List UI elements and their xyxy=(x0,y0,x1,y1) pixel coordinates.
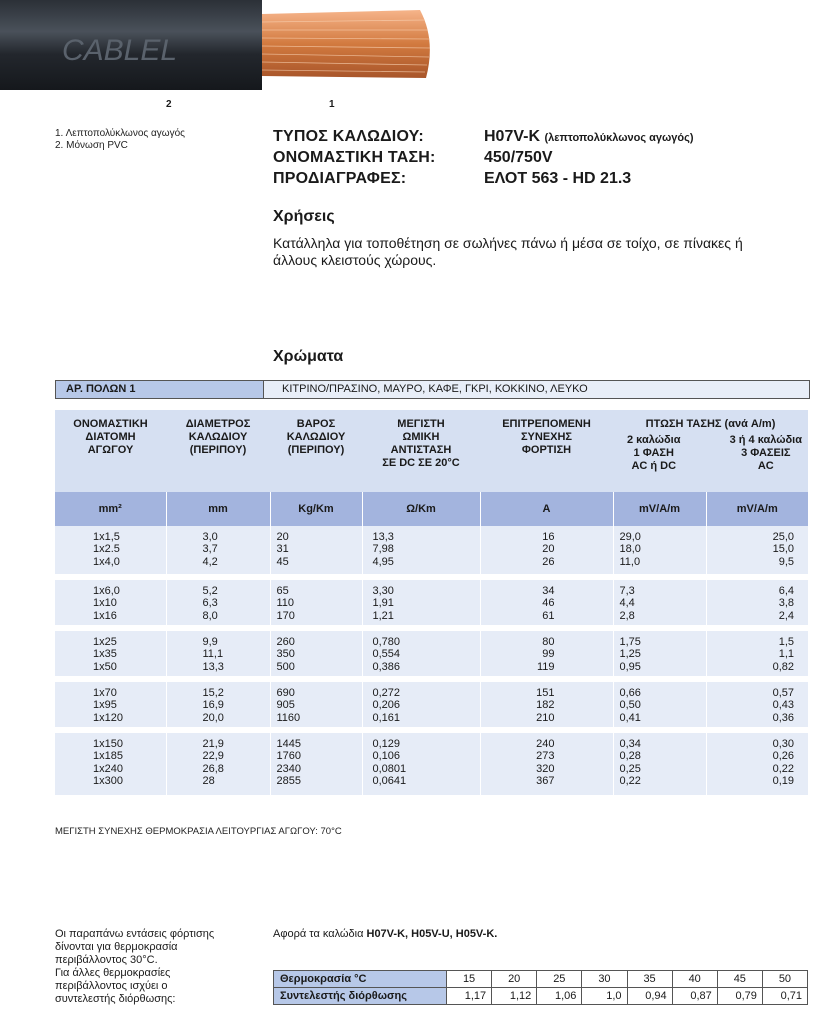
poles-row xyxy=(55,380,810,399)
voltage-key: ΟΝΟΜΑΣΤΙΚΗ ΤΑΣΗ: xyxy=(273,149,436,166)
cell-value: 0,106 xyxy=(372,750,401,763)
cell-section xyxy=(55,679,166,730)
cell-resistance xyxy=(362,679,480,730)
unit-cell: mm xyxy=(166,492,270,526)
cell-resistance xyxy=(362,628,480,679)
table-row xyxy=(55,730,808,798)
max-temp-footnote: ΜΕΓΙΣΤΗ ΣΥΝΕΧΗΣ ΘΕΡΜΟΚΡΑΣΙΑ ΛΕΙΤΟΥΡΓΙΑΣ ΑΓΩΓΟΥ: 70°C xyxy=(55,826,342,837)
cell-value: 1x120 xyxy=(93,711,123,724)
cell-value: 1x95 xyxy=(93,699,117,712)
applies-to-note: Αφορά τα καλώδια H07V-K, H05V-U, H05V-K. xyxy=(273,928,498,940)
cell-value: 182 xyxy=(536,699,555,712)
cell-value: 18,0 xyxy=(619,543,641,556)
cell-value: 29,0 xyxy=(619,531,641,543)
cell-value: 21,9 xyxy=(202,738,224,750)
cell-value: 0,95 xyxy=(619,660,641,673)
cell-value: 20 xyxy=(276,531,289,543)
legend-item-insulation: 2. Μόνωση PVC xyxy=(55,140,128,151)
header-resistance: ΜΕΓΙΣΤΗ ΩΜΙΚΗ ΑΝΤΙΣΤΑΣΗ ΣΕ DC ΣΕ 20°C xyxy=(362,410,480,492)
cell-value: 0,36 xyxy=(772,711,794,724)
cell-value: 1160 xyxy=(276,711,301,724)
table-row xyxy=(55,628,808,679)
cell-value: 46 xyxy=(542,597,555,610)
table-row xyxy=(55,526,808,577)
cell-value: 0,26 xyxy=(772,750,794,763)
factor-row: Συντελεστής διόρθωσης 1,17 1,12 1,06 1,0 0,94 0,87 0,79 0,71 xyxy=(274,988,808,1005)
cell-value: 170 xyxy=(276,609,295,622)
correction-factor-table xyxy=(273,970,808,1005)
cell-vd3 xyxy=(706,577,808,628)
cell-vd1 xyxy=(613,679,706,730)
cell-value: 1x240 xyxy=(93,762,123,775)
table-units-row xyxy=(55,492,808,526)
cell-value: 151 xyxy=(536,687,555,699)
cell-resistance xyxy=(362,526,480,577)
cell-value: 1x1,5 xyxy=(93,531,120,543)
cell-value: 0,554 xyxy=(372,648,401,661)
table-header-row xyxy=(55,410,808,492)
cell-value: 1x4,0 xyxy=(93,555,120,568)
cell-resistance xyxy=(362,730,480,798)
voltage-value: 450/750V xyxy=(484,149,553,166)
cell-vd1 xyxy=(613,628,706,679)
colors-heading: Χρώματα xyxy=(273,348,344,365)
cell-value: 367 xyxy=(536,775,555,788)
cell-value: 15,2 xyxy=(202,687,224,699)
table-row xyxy=(55,577,808,628)
cell-value: 1x35 xyxy=(93,648,117,661)
cell-value: 1,5 xyxy=(778,636,794,648)
cell-weight xyxy=(270,526,362,577)
header-cross-section: ΟΝΟΜΑΣΤΙΚΗ ΔΙΑΤΟΜΗ ΑΓΩΓΟΥ xyxy=(55,410,166,492)
cell-value: 9,5 xyxy=(778,555,794,568)
cell-value: 1x50 xyxy=(93,660,117,673)
header-current: ΕΠΙΤΡΕΠΟΜΕΝΗ ΣΥΝΕΧΗΣ ΦΟΡΤΙΣΗ xyxy=(480,410,613,492)
cell-value: 0,57 xyxy=(772,687,794,699)
cell-value: 3,30 xyxy=(372,585,394,597)
cell-value: 0,43 xyxy=(772,699,794,712)
cell-vd1 xyxy=(613,526,706,577)
cell-value: 25,0 xyxy=(772,531,794,543)
cell-value: 2855 xyxy=(276,775,301,788)
unit-cell: mV/A/m xyxy=(613,492,706,526)
cell-section xyxy=(55,526,166,577)
cell-value: 65 xyxy=(276,585,289,597)
cell-value: 5,2 xyxy=(202,585,218,597)
cell-value: 4,4 xyxy=(619,597,635,610)
cell-value: 3,7 xyxy=(202,543,218,556)
header-weight: ΒΑΡΟΣ ΚΑΛΩΔΙΟΥ (ΠΕΡΙΠΟΥ) xyxy=(270,410,362,492)
cell-value: 28 xyxy=(202,775,215,788)
unit-cell: mV/A/m xyxy=(706,492,808,526)
cell-value: 0,0801 xyxy=(372,762,407,775)
cell-value: 22,9 xyxy=(202,750,224,763)
cell-current xyxy=(480,730,613,798)
cell-value: 0,272 xyxy=(372,687,401,699)
cell-value: 1,91 xyxy=(372,597,394,610)
cell-value: 260 xyxy=(276,636,295,648)
cell-weight xyxy=(270,730,362,798)
cable-photo xyxy=(0,0,450,92)
cell-value: 1x25 xyxy=(93,636,117,648)
cell-vd1 xyxy=(613,577,706,628)
cell-value: 45 xyxy=(276,555,289,568)
cell-value: 240 xyxy=(536,738,555,750)
cell-weight xyxy=(270,628,362,679)
cell-value: 16,9 xyxy=(202,699,224,712)
cell-value: 1x70 xyxy=(93,687,117,699)
cell-diameter xyxy=(166,679,270,730)
cell-value: 1,1 xyxy=(778,648,794,661)
cell-value: 2340 xyxy=(276,762,301,775)
cell-value: 0,386 xyxy=(372,660,401,673)
parts-legend xyxy=(55,128,185,152)
cell-value: 1445 xyxy=(276,738,301,750)
cell-value: 0,82 xyxy=(772,660,794,673)
cell-section xyxy=(55,628,166,679)
cell-value: 119 xyxy=(536,660,555,673)
type-key: ΤΥΠΟΣ ΚΑΛΩΔΙΟΥ: xyxy=(273,128,424,145)
cell-value: 26 xyxy=(542,555,555,568)
cell-current xyxy=(480,526,613,577)
cell-value: 61 xyxy=(542,609,555,622)
cell-value: 0,206 xyxy=(372,699,401,712)
cell-value: 0,161 xyxy=(372,711,401,724)
cell-value: 4,2 xyxy=(202,555,218,568)
cell-diameter xyxy=(166,526,270,577)
poles-label: ΑΡ. ΠΟΛΩΝ 1 xyxy=(56,381,264,398)
cablel-logo: CABLEL xyxy=(62,34,178,67)
cell-value: 3,8 xyxy=(778,597,794,610)
cell-value: 320 xyxy=(536,762,555,775)
cell-value: 0,66 xyxy=(619,687,641,699)
cell-value: 110 xyxy=(276,597,295,610)
cell-value: 0,50 xyxy=(619,699,641,712)
cell-weight xyxy=(270,679,362,730)
cell-value: 20,0 xyxy=(202,711,224,724)
temperature-row: Θερμοκρασία °C 15 20 25 30 35 40 45 50 xyxy=(274,971,808,988)
callout-1: 1 xyxy=(329,99,335,110)
cell-value: 1x16 xyxy=(93,609,117,622)
cell-section xyxy=(55,577,166,628)
cell-value: 0,22 xyxy=(619,775,641,788)
header-voltage-drop: ΠΤΩΣΗ ΤΑΣΗΣ (ανά A/m) 2 καλώδια 1 ΦΑΣΗ AC ή DC 3 ή 4 καλώδια 3 ΦΑΣΕΙΣ AC xyxy=(613,410,808,492)
callout-2: 2 xyxy=(166,99,172,110)
cable-data-table xyxy=(55,410,808,801)
cell-value: 34 xyxy=(542,585,555,597)
cell-value: 0,28 xyxy=(619,750,641,763)
cell-value: 1x300 xyxy=(93,775,123,788)
temperature-label: Θερμοκρασία °C xyxy=(274,971,447,988)
cell-value: 31 xyxy=(276,543,289,556)
uses-heading: Χρήσεις xyxy=(273,208,335,225)
cell-value: 6,3 xyxy=(202,597,218,610)
cell-value: 80 xyxy=(542,636,555,648)
cell-value: 0,780 xyxy=(372,636,401,648)
cell-value: 210 xyxy=(536,711,555,724)
poles-colors: ΚΙΤΡΙΝΟ/ΠΡΑΣΙΝΟ, ΜΑΥΡΟ, ΚΑΦΕ, ΓΚΡΙ, ΚΟΚΚΙΝΟ, ΛΕΥΚΟ xyxy=(264,381,809,398)
header-vd-single-phase: 2 καλώδια 1 ΦΑΣΗ AC ή DC xyxy=(627,434,681,472)
cell-vd3 xyxy=(706,628,808,679)
correction-note: Οι παραπάνω εντάσεις φόρτισης δίνονται για θερμοκρασία περιβάλλοντος 30°C. Για άλλες θερμοκρασίες περιβάλλοντος ισχύει ο συντελεστής διόρθωσης: xyxy=(55,928,215,1005)
cell-value: 9,9 xyxy=(202,636,218,648)
uses-text-line: Κατάλληλα για τοποθέτηση σε σωλήνες πάνω ή μέσα σε τοίχο, σε πίνακες ή xyxy=(273,235,743,251)
cell-value: 4,95 xyxy=(372,555,394,568)
cell-vd3 xyxy=(706,679,808,730)
type-value-wrap xyxy=(484,128,694,146)
cell-value: 0,0641 xyxy=(372,775,407,788)
cell-value: 13,3 xyxy=(202,660,224,673)
cell-value: 0,41 xyxy=(619,711,641,724)
cell-vd3 xyxy=(706,526,808,577)
cell-value: 99 xyxy=(542,648,555,661)
unit-cell: Ω/Km xyxy=(362,492,480,526)
cell-value: 1x150 xyxy=(93,738,123,750)
cell-value: 0,25 xyxy=(619,762,641,775)
cell-value: 8,0 xyxy=(202,609,218,622)
cell-value: 2,8 xyxy=(619,609,635,622)
unit-cell: mm² xyxy=(55,492,166,526)
factor-label: Συντελεστής διόρθωσης xyxy=(274,988,447,1005)
cell-value: 15,0 xyxy=(772,543,794,556)
header-vd-three-phase: 3 ή 4 καλώδια 3 ΦΑΣΕΙΣ AC xyxy=(729,434,802,472)
cell-value: 1x185 xyxy=(93,750,123,763)
uses-text xyxy=(273,235,743,269)
cell-value: 11,0 xyxy=(619,555,641,568)
cell-vd1 xyxy=(613,730,706,798)
cell-current xyxy=(480,628,613,679)
cell-value: 1x6,0 xyxy=(93,585,120,597)
cell-value: 2,4 xyxy=(778,609,794,622)
cell-value: 0,19 xyxy=(772,775,794,788)
cell-value: 350 xyxy=(276,648,295,661)
cell-value: 0,22 xyxy=(772,762,794,775)
unit-cell: A xyxy=(480,492,613,526)
cell-value: 0,129 xyxy=(372,738,401,750)
cell-value: 13,3 xyxy=(372,531,394,543)
cell-value: 20 xyxy=(542,543,555,556)
cell-current xyxy=(480,577,613,628)
header-diameter: ΔΙΑΜΕΤΡΟΣ ΚΑΛΩΔΙΟΥ (ΠΕΡΙΠΟΥ) xyxy=(166,410,270,492)
cell-value: 1,75 xyxy=(619,636,641,648)
cell-value: 6,4 xyxy=(778,585,794,597)
unit-cell: Kg/Km xyxy=(270,492,362,526)
cell-value: 26,8 xyxy=(202,762,224,775)
cell-diameter xyxy=(166,628,270,679)
cell-value: 905 xyxy=(276,699,295,712)
cell-diameter xyxy=(166,730,270,798)
type-note: (λεπτοπολύκλωνος αγωγός) xyxy=(544,132,694,144)
cell-value: 690 xyxy=(276,687,295,699)
cell-value: 1,21 xyxy=(372,609,394,622)
cell-section xyxy=(55,730,166,798)
cell-value: 7,3 xyxy=(619,585,635,597)
standards-key: ΠΡΟΔΙΑΓΡΑΦΕΣ: xyxy=(273,170,407,187)
cell-value: 500 xyxy=(276,660,295,673)
cell-diameter xyxy=(166,577,270,628)
cell-value: 11,1 xyxy=(202,648,224,661)
cell-value: 1x2.5 xyxy=(93,543,120,556)
cell-vd3 xyxy=(706,730,808,798)
type-value: H07V-K xyxy=(484,128,541,145)
cell-weight xyxy=(270,577,362,628)
cell-value: 273 xyxy=(536,750,555,763)
standards-value: ΕΛΟΤ 563 - HD 21.3 xyxy=(484,170,632,187)
cell-value: 3,0 xyxy=(202,531,218,543)
cell-value: 1x10 xyxy=(93,597,117,610)
cell-value: 16 xyxy=(542,531,555,543)
table-row xyxy=(55,679,808,730)
legend-item-conductor: 1. Λεπτοπολύκλωνος αγωγός xyxy=(55,128,185,139)
cell-value: 1,25 xyxy=(619,648,641,661)
cell-value: 1760 xyxy=(276,750,301,763)
cell-value: 0,34 xyxy=(619,738,641,750)
uses-text-line: άλλους κλειστούς χώρους. xyxy=(273,252,437,268)
cell-current xyxy=(480,679,613,730)
cell-resistance xyxy=(362,577,480,628)
cell-value: 0,30 xyxy=(772,738,794,750)
cell-value: 7,98 xyxy=(372,543,394,556)
